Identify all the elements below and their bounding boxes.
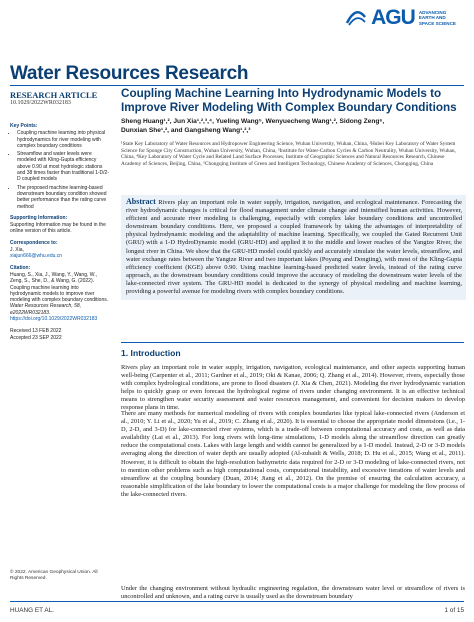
correspondence-email-link[interactable]: xiajun666@whu.edu.cn [10,253,63,260]
article-type: RESEARCH ARTICLE [10,90,98,100]
page-header [0,0,474,56]
journal-title[interactable]: Water Resources Research [10,63,249,84]
article-title: Coupling Machine Learning Into Hydrodynamic Models to Improve River Modeling With Complex Boundary Conditions [121,87,457,114]
section-heading-introduction: 1. Introduction [121,348,181,358]
key-points-heading: Key Points: [10,123,38,129]
agu-globe-icon [345,9,367,27]
key-points-list [10,130,110,210]
correspondence-name: J. Xia, [10,247,24,254]
key-point: • Coupling machine learning into physical hydrodynamics for river modeling with complex boundary conditions [17,130,110,149]
copyright-notice: © 2022. American Geophysical Union. All Rights Reserved. [10,570,98,581]
correspondence-heading: Correspondence to: [10,239,58,246]
header-divider [10,85,464,86]
intro-paragraph-3: Under the changing environment without hydraulic engineering regulation, the downstream water level or streamflow of rivers is uncontrolled and unknown, and a rating curve is usually used as the downstream boundary [121,585,465,601]
intro-paragraph-1: Rivers play an important role in water supply, irrigation, navigation, ecological maintenance, and other aspects supporting human well-being (Carpenter et al., 2011; Gardner et al., 2019; Oki & Kanae, 2006; Q. Zhang et al., 2014). However, rivers, especially those with complex hydrological conditions, are prone to flood disasters (J. Xia & Chen, 2021). Modeling the river hydrodynamic variation helps to quickly grasp or even forecast the hydrological regime of rivers under changing environment. It is an effective technical means to strengthen water security assessment and water resources management, and convenient for decision makers to develop response plans in time. [121,364,465,412]
abstract-box [121,195,466,300]
author-list[interactable]: Sheng Huang¹,², Jun Xia¹,²,³,⁴, Yueling Wang⁵, Wenyuecheng Wang¹,², Sidong Zeng⁶, Dunxian She¹,², and Gangsheng Wang¹,²,³ [121,118,385,134]
page-number: 1 of 15 [444,607,464,614]
citation-journal: Water Resources Research, 58, e2022WR032183. [10,303,82,316]
accepted-date: Accepted 23 SEP 2022 [10,334,62,341]
agu-tagline: ADVANCING EARTH AND SPACE SCIENCE [418,10,456,26]
affiliations: ¹State Key Laboratory of Water Resources and Hydropower Engineering Science, Wuhan University, Wuhan, China, ²Hubei Key Laboratory of Water System Science for Sponge City Construction, Wuhan University, Wuhan, China, ³Institute for Water-Carbon Cycles & Carbon Neutrality, Wuhan University, Wuhan, China, ⁴Key Laboratory of Water Cycle and Related Land Surface Processes, Institute of Geographic Sciences and Natural Resources Research, Chinese Academy of Sciences, Beijing, China, ⁵Chongqing Institute of Green and Intelligent Technology, Chinese Academy of Sciences, Chongqing, China [121,141,456,167]
agu-wordmark: AGU [371,6,415,29]
page-footer [10,607,464,614]
citation-heading: Citation: [10,264,31,271]
citation-doi-link[interactable]: https://doi.org/10.1029/2022WR032183 [10,316,98,323]
sidebar [10,118,110,341]
key-point: • The proposed machine learning-based downstream boundary condition showed better performance than the rating curve method [17,185,110,210]
section-divider [121,342,464,343]
article-doi[interactable]: 10.1029/2022WR032183 [10,100,71,106]
footer-authors: HUANG ET AL. [10,607,54,614]
supporting-info-heading: Supporting Information: [10,214,68,221]
received-date: Received 13 FEB 2022 [10,328,62,335]
publisher-logo[interactable] [345,6,456,30]
intro-paragraph-2: There are many methods for numerical modeling of rivers with complex boundaries like typical lake-connected rivers (Anderson et al., 2010; Y. Li et al., 2020; Yu et al., 2019; C. Zhang et al., 2020). It is essential to choose the appropriate model dimensions (i.e., 1-D, 2-D, and 3-D) for lake-connected river systems, which is a trade-off between computational accuracy and costs, as well as data availability (Lai et al., 2013). For long rivers with long-time simulations, 1-D models along the streamflow direction can greatly reduce the computational costs. Lakes with large length and width cannot be generalized by a 1-D model. Instead, 2-D or 3-D models averaging along the direction of water depth are usually adopted (Al-zubaidi & Wells, 2018; D. Hu et al., 2015; Wang et al., 2011). However, it is difficult to obtain the high-resolution bathymetric data required for 2-D or 3-D modeling of lake-connected rivers, not to mention other problems such as high computational costs, computational instability, and excessive iterations of water levels and streamflow at the coupling boundary (Duan, 2014; Jiang et al., 2012). On the premise of ensuring the calculation accuracy, a reasonable simplification of the lake boundary to lower the computational costs is a major challenge for modeling the flow process of the lake-connected rivers. [121,410,465,498]
abstract-text: Rivers play an important role in water supply, irrigation, navigation, and ecological maintenance. Forecasting the river hydrodynamic changes is critical for flood management under climate change and intensified human activities. However, efficient and accurate river modeling is challenging, especially with complex lake boundary conditions and uncontrolled downstream boundary conditions. Here, we proposed a coupled framework by taking the advantages of interpretability of physical hydrodynamic modeling and the adaptability of machine learning. Specifically, we coupled the Gated Recurrent Unit (GRU) with a 1-D HydroDynamic model (GRU-HD) and applied it to the middle and lower reaches of the Yangtze River, the longest river in China. We show that the GRU-HD model could quickly and accurately simulate the water levels, streamflow, and water exchange rates between the Yangtze River and two important lakes (Poyang and Dongting), with most of the Kling-Gupta efficiency coefficient (KGE) above 0.90. Using machine learning-based predicted water levels, instead of the rating curve approach, as the downstream boundary conditions could improve the accuracy of modeling the downstream water levels of the lake-connected river system. The GRU-HD model is dedicated to the synergy of physical modeling and machine learning, providing a powerful avenue for modeling rivers with complex boundary conditions. [126,199,463,296]
abstract-label: Abstract [126,197,156,206]
supporting-info-text: Supporting Information may be found in the online version of this article. [10,222,106,235]
key-point: • Streamflow and water levels were modeled with Kling-Gupta efficiency above 0.90 at most hydrologic stations and 38 times faster than traditional 1-D/2-D coupled models [17,151,110,182]
footer-divider [10,601,464,602]
citation-text: Huang, S., Xia, J., Wang, Y., Wang, W., Zeng, S., She, D., & Wang, G. (2022). Coupling machine learning into hydrodynamic models to improve river modeling with complex boundary conditions. Water Resources Research, 58, e2022WR032183. https://doi.org/10.1029/2022WR032183 [10,271,109,323]
